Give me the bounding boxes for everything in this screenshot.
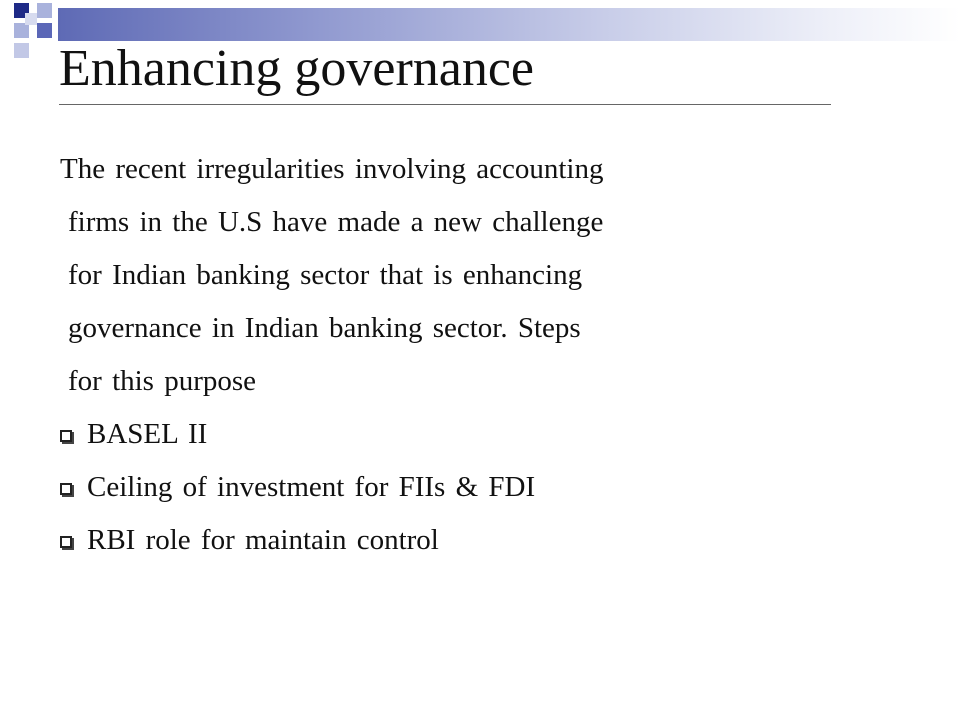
bullet-item [60,461,535,514]
decorative-square [14,43,29,58]
paragraph-line: for this purpose [68,365,257,397]
slide-title: Enhancing governance [59,40,535,97]
decorative-gradient-band [58,8,960,41]
decorative-square [37,3,52,18]
hollow-square-bullet-icon [60,483,72,495]
bullet-text: BASEL II [87,418,208,450]
bullet-text: RBI role for maintain control [87,524,439,556]
bullet-item [60,514,535,567]
decorative-square [37,23,52,38]
body-paragraph [60,143,603,408]
hollow-square-bullet-icon [60,430,72,442]
decorative-square [25,13,37,25]
paragraph-line: The recent irregularities involving accounting [60,153,604,185]
paragraph-line: for Indian banking sector that is enhancing [68,259,583,291]
title-underline-divider [59,104,831,105]
paragraph-line: governance in Indian banking sector. Steps [68,312,581,344]
hollow-square-bullet-icon [60,536,72,548]
bullet-item [60,408,535,461]
bullet-list [60,408,535,567]
decorative-square [14,23,29,38]
bullet-text: Ceiling of investment for FIIs & FDI [87,471,536,503]
paragraph-line: firms in the U.S have made a new challenge [68,206,604,238]
